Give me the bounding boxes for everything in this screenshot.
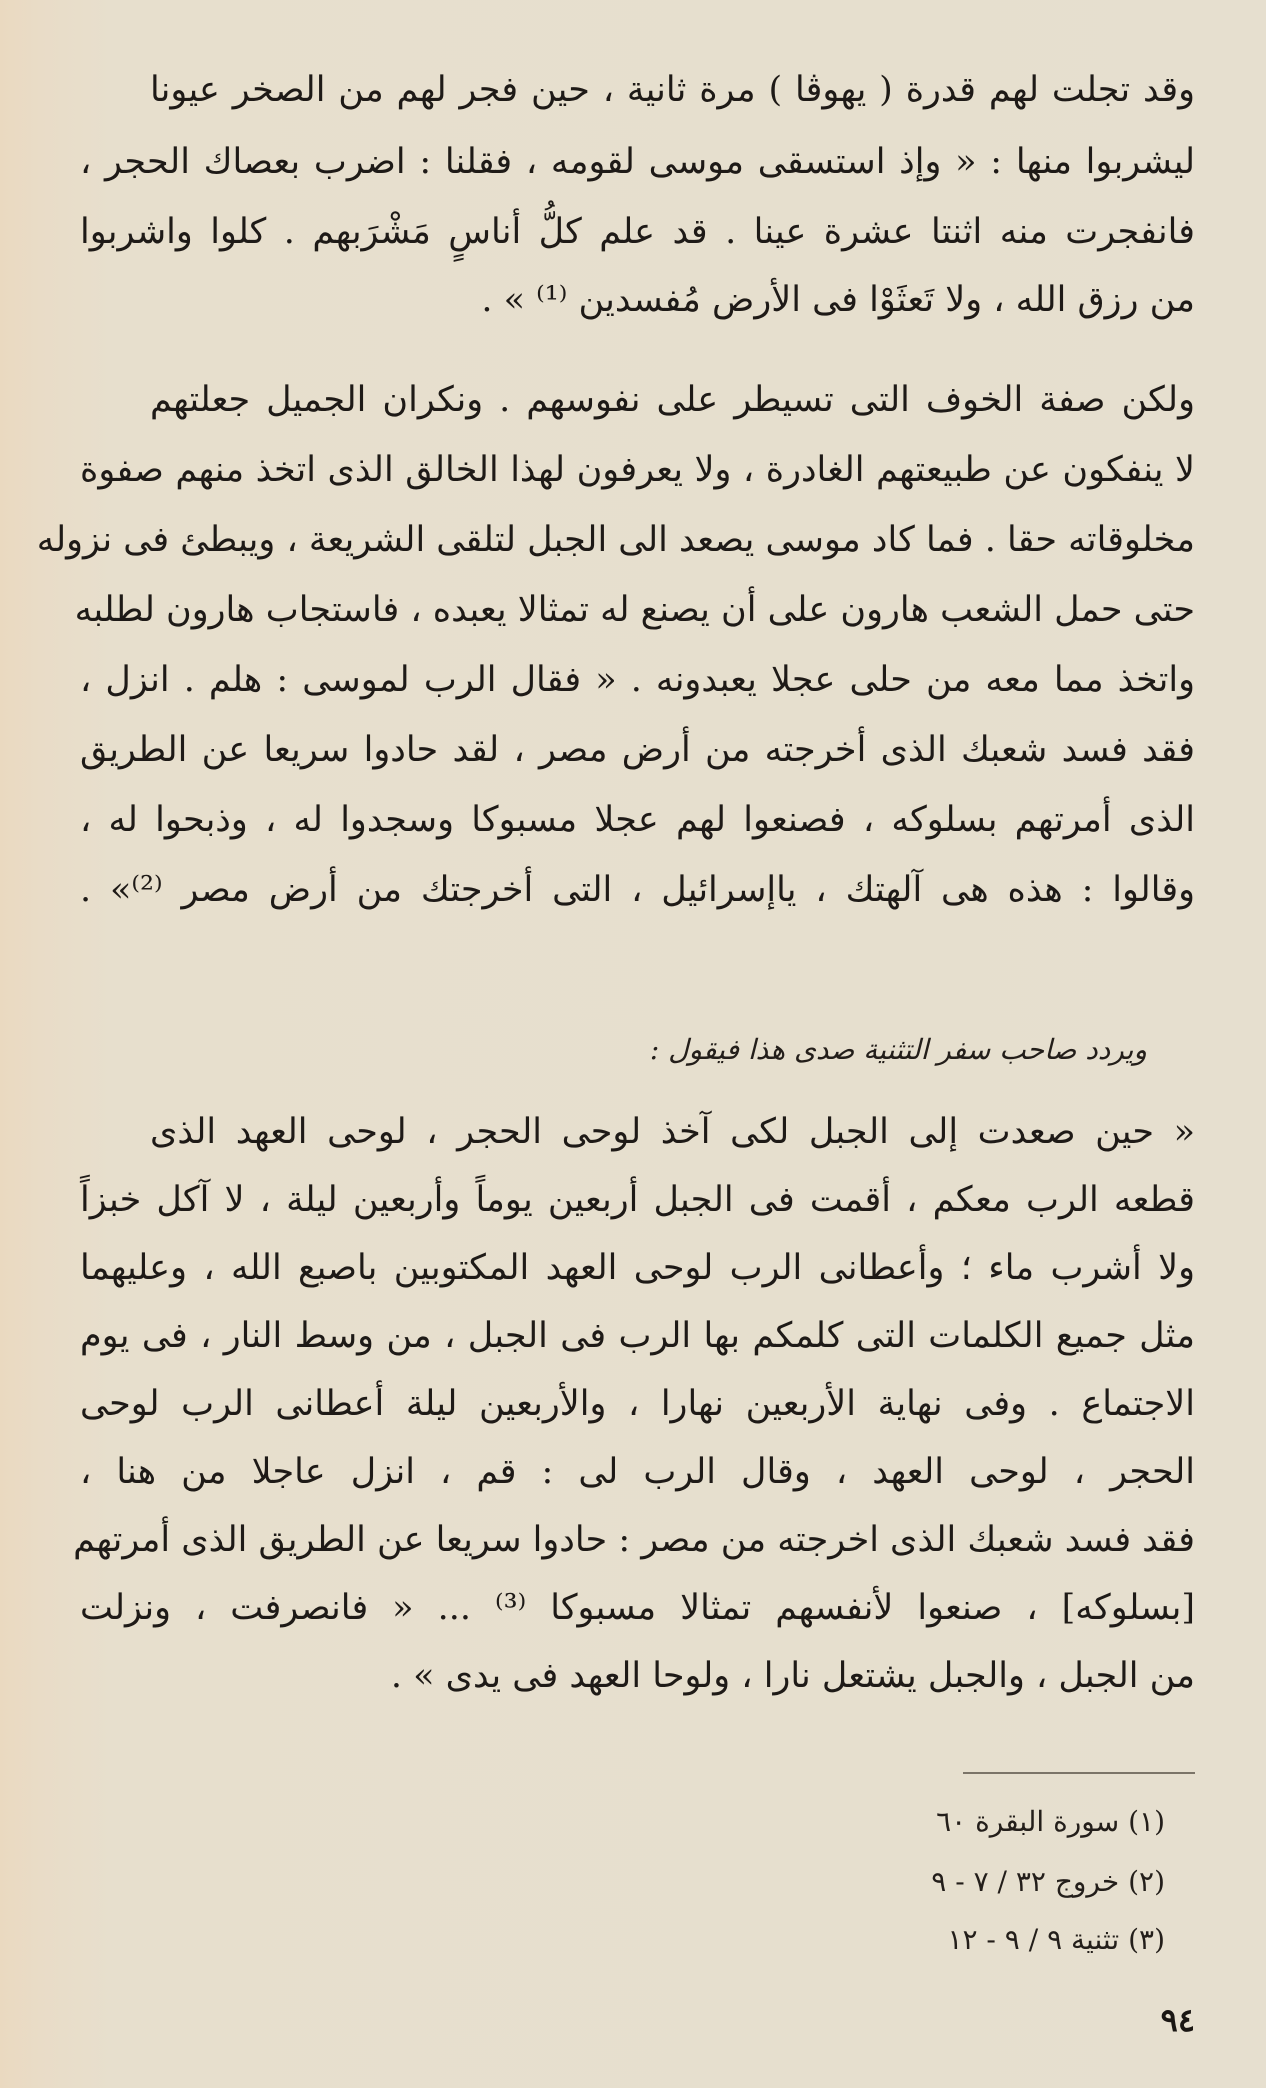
footnote-3: (٣) تثنية ٩ / ٩ - ١٢ (947, 1923, 1165, 1956)
footnote-separator (963, 1772, 1195, 1774)
paragraph-1-line-2: ليشربوا منها : « وإذ استسقى موسى لقومه ، فقلنا : اضرب بعصاك الحجر ، (80, 142, 1195, 182)
paragraph-3-line-3: ولا أشرب ماء ؛ وأعطانى الرب لوحى العهد المكتوبين باصبع الله ، وعليهما (80, 1248, 1195, 1288)
paragraph-2-line-8: وقالوا : هذه هى آلهتك ، ياإسرائيل ، التى أخرجتك من أرض مصر ⁽²⁾» . (80, 870, 1195, 910)
book-page (36, 0, 1195, 2088)
paragraph-1-line-4: من رزق الله ، ولا تَعثَوْا فى الأرض مُفسدين ⁽¹⁾ » . (481, 280, 1195, 320)
quote-intro-heading: ويردد صاحب سفر التثنية صدى هذا فيقول : (649, 1033, 1147, 1066)
paragraph-3-line-7: فقد فسد شعبك الذى اخرجته من مصر : حادوا سريعا عن الطريق الذى أمرتهم (73, 1520, 1195, 1560)
paragraph-3-line-1: « حين صعدت إلى الجبل لكى آخذ لوحى الحجر ، لوحى العهد الذى (150, 1112, 1195, 1152)
paragraph-2-line-3: مخلوقاته حقا . فما كاد موسى يصعد الى الجبل لتلقى الشريعة ، ويبطئ فى نزوله (36, 520, 1195, 560)
paragraph-2-line-4: حتى حمل الشعب هارون على أن يصنع له تمثالا يعبده ، فاستجاب هارون لطلبه (74, 590, 1195, 630)
paragraph-3-line-2: قطعه الرب معكم ، أقمت فى الجبل أربعين يوماً وأربعين ليلة ، لا آكل خبزاً (80, 1180, 1195, 1220)
paragraph-1-line-1: وقد تجلت لهم قدرة ( يهوڤا ) مرة ثانية ، حين فجر لهم من الصخر عيونا (150, 70, 1195, 110)
paragraph-2-line-1: ولكن صفة الخوف التى تسيطر على نفوسهم . ونكران الجميل جعلتهم (150, 380, 1195, 420)
paragraph-3-line-8: [بسلوكه] ، صنعوا لأنفسهم تمثالا مسبوكا ⁽³⁾ ... « فانصرفت ، ونزلت (80, 1588, 1195, 1628)
paragraph-2-line-2: لا ينفكون عن طبيعتهم الغادرة ، ولا يعرفون لهذا الخالق الذى اتخذ منهم صفوة (80, 450, 1195, 490)
paragraph-1-line-3: فانفجرت منه اثنتا عشرة عينا . قد علم كلُّ أناسٍ مَشْرَبهم . كلوا واشربوا (80, 212, 1195, 252)
footnote-1: (١) سورة البقرة ٦٠ (936, 1805, 1165, 1838)
paragraph-2-line-6: فقد فسد شعبك الذى أخرجته من أرض مصر ، لقد حادوا سريعا عن الطريق (80, 730, 1195, 770)
paragraph-3-line-5: الاجتماع . وفى نهاية الأربعين نهارا ، والأربعين ليلة أعطانى الرب لوحى (80, 1384, 1195, 1424)
paragraph-2-line-5: واتخذ مما معه من حلى عجلا يعبدونه . « فقال الرب لموسى : هلم . انزل ، (80, 660, 1195, 700)
footnote-2: (٢) خروج ٣٢ / ٧ - ٩ (931, 1865, 1165, 1898)
paragraph-3-line-4: مثل جميع الكلمات التى كلمكم بها الرب فى الجبل ، من وسط النار ، فى يوم (80, 1316, 1195, 1356)
paragraph-3-line-6: الحجر ، لوحى العهد ، وقال الرب لى : قم ، انزل عاجلا من هنا ، (80, 1452, 1195, 1492)
page-number: ٩٤ (1160, 2001, 1195, 2039)
paragraph-2-line-7: الذى أمرتهم بسلوكه ، فصنعوا لهم عجلا مسبوكا وسجدوا له ، وذبحوا له ، (80, 800, 1195, 840)
paragraph-3-line-9: من الجبل ، والجبل يشتعل نارا ، ولوحا العهد فى يدى » . (390, 1656, 1195, 1696)
